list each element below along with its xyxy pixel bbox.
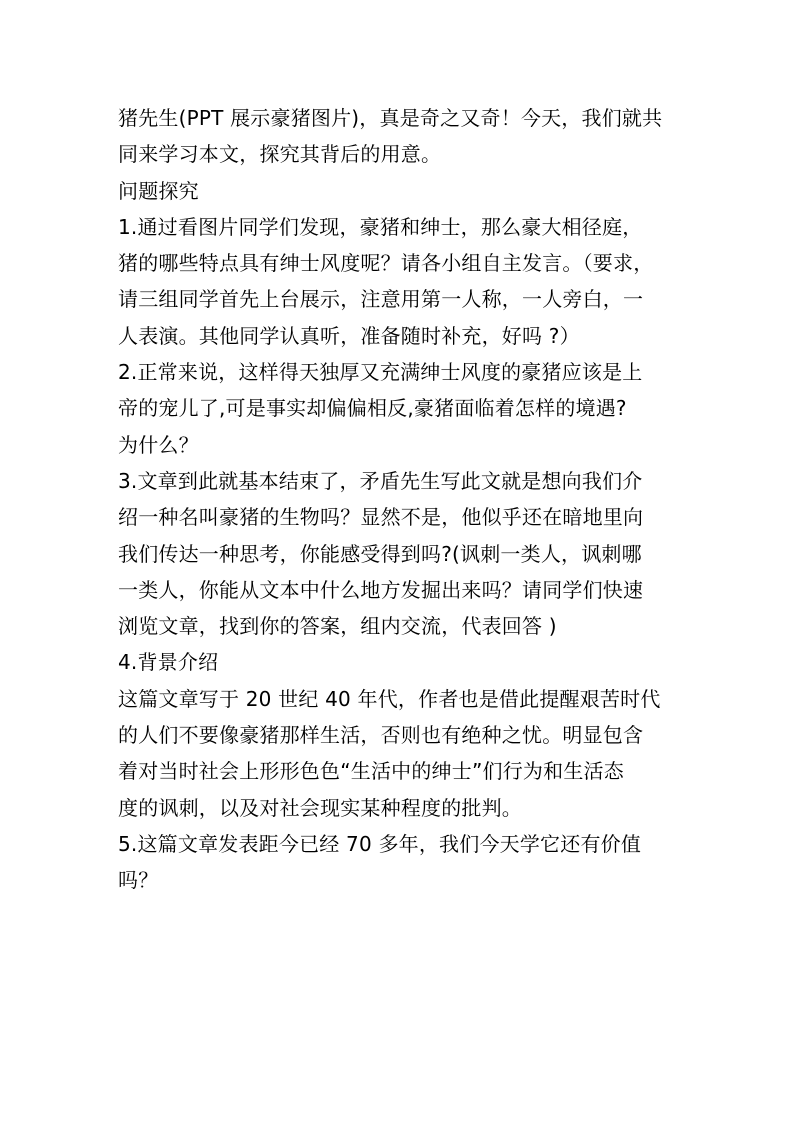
text-line-12: 绍一种名叫豪猪的生物吗？显然不是，他似乎还在暗地里向: [118, 505, 644, 530]
text-line-21: 5.这篇文章发表距今已经 70 多年，我们今天学它还有价值: [118, 831, 642, 856]
text-line-15: 浏览文章，找到你的答案，组内交流，代表回答 ): [118, 614, 557, 639]
text-line-22: 吗？: [118, 868, 159, 893]
text-line-8: 2.正常来说，这样得天独厚又充满绅士风度的豪猪应该是上: [118, 360, 643, 385]
text-line-20: 度的讽刺，以及对社会现实某种程度的批判。: [118, 795, 522, 820]
text-line-19: 着对当时社会上形形色色“生活中的绅士”们行为和生活态: [118, 759, 624, 784]
text-line-10: 为什么？: [118, 432, 199, 457]
text-line-4: 1.通过看图片同学们发现，豪猪和绅士，那么豪大相径庭，: [118, 214, 643, 239]
text-line-11: 3.文章到此就基本结束了，矛盾先生写此文就是想向我们介: [118, 468, 643, 493]
text-line-14: 一类人，你能从文本中什么地方发掘出来吗？请同学们快速: [118, 577, 644, 602]
section-heading: 问题探究: [118, 178, 199, 203]
text-line-6: 请三组同学首先上台展示，注意用第一人称，一人旁白，一: [118, 287, 644, 312]
text-line-9: 帝的宠儿了,可是事实却偏偏相反,豪猪面临着怎样的境遇?: [118, 396, 627, 421]
document-body: [118, 100, 688, 899]
text-line-7: 人表演。其他同学认真听，准备随时补充，好吗 ?）: [118, 323, 580, 348]
text-line-1: 猪先生(PPT 展示豪猪图片)，真是奇之又奇！今天，我们就共: [118, 106, 663, 130]
text-line-18: 的人们不要像豪猪那样生活，否则也有绝种之忧。明显包含: [118, 723, 644, 748]
text-line-5: 猪的哪些特点具有绅士风度呢？请各小组自主发言。（要求，: [118, 251, 654, 276]
text-line-17: 这篇文章写于 20 世纪 40 年代，作者也是借此提醒艰苦时代: [118, 686, 661, 711]
text-line-13: 我们传达一种思考，你能感受得到吗?(讽刺一类人，讽刺哪: [118, 541, 642, 566]
text-line-16: 4.背景介绍: [118, 650, 219, 675]
text-line-2: 同来学习本文，探究其背后的用意。: [118, 142, 442, 167]
